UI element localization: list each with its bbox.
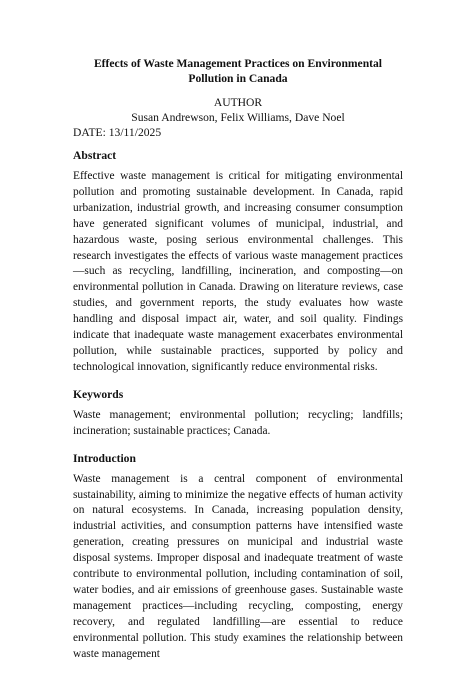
- abstract-text: Effective waste management is critical for mitigating environmental pollution and promoting sustainable development. In Canada, rapid urbanization, industrial growth, and increasing consumer consumption have generated significant volumes of municipal, industrial, and hazardous waste, posing serious environmental challenges. This research investigates the effects of various waste management practices—such as recycling, landfilling, incineration, and composting—on environmental pollution in Canada. Drawing on literature reviews, case studies, and government reports, the study evaluates how waste handling and disposal impact air, water, and soil quality. Findings indicate that inadequate waste management exacerbates environmental pollution, while sustainable practices, supported by policy and technological innovation, significantly reduce environmental risks.: [73, 170, 403, 373]
- keywords-text: Waste management; environmental pollution; recycling; landfills; incineration; sustainable practices; Canada.: [73, 408, 403, 437]
- publication-date: DATE: 13/11/2025: [73, 126, 162, 139]
- author-names: Susan Andrewson, Felix Williams, Dave Noel: [131, 111, 345, 124]
- paper-title: Effects of Waste Management Practices on Environmental Pollution in Canada: [93, 57, 383, 85]
- introduction-text: Waste management is a central component of environmental sustainability, aiming to minimize the negative effects of human activity on natural ecosystems. In Canada, increasing population density, industrial activities, and consumption patterns have intensified waste generation, creating pressures on municipal and industrial waste disposal systems. Improper disposal and inadequate treatment of waste contribute to environmental pollution, including contamination of soil, water bodies, and air emissions of greenhouse gases. Sustainable waste management practices—including recycling, composting, energy recovery, and regulated landfilling—are essential to reduce environmental pollution. This study examines the relationship between waste management: [73, 472, 403, 660]
- author-label: AUTHOR: [213, 96, 263, 109]
- introduction-heading: Introduction: [73, 451, 136, 465]
- abstract-heading: Abstract: [73, 149, 117, 162]
- paper-page: [73, 56, 403, 673]
- keywords-heading: Keywords: [73, 387, 124, 401]
